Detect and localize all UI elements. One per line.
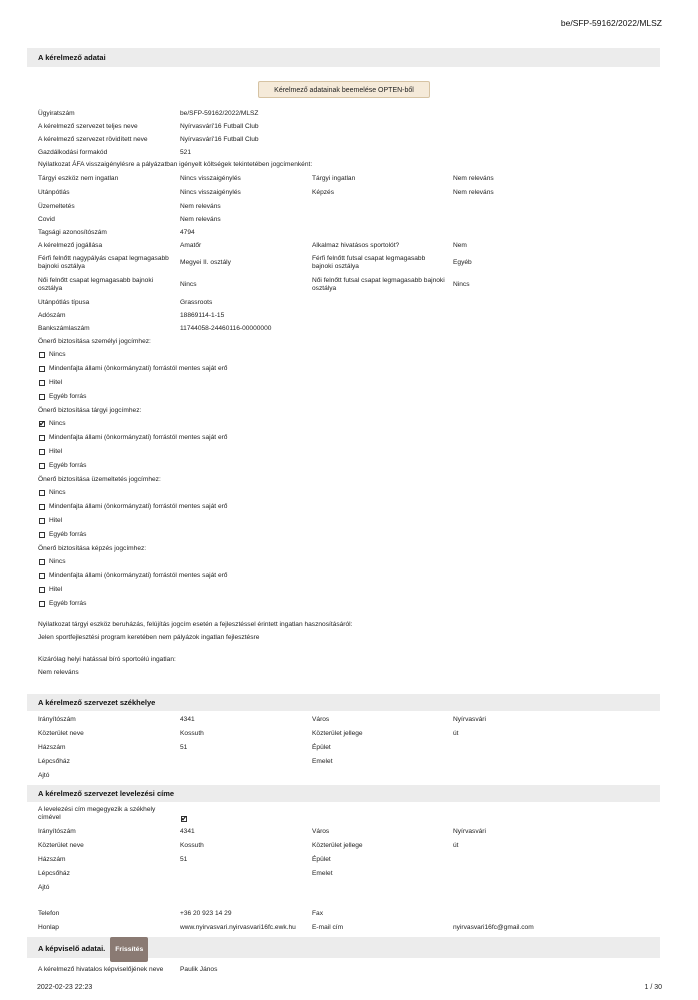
funding-checkbox[interactable] bbox=[39, 380, 45, 386]
seat-stair-label: Lépcsőház bbox=[38, 758, 70, 765]
email-label: E-mail cím bbox=[312, 924, 344, 931]
value-form-code: 521 bbox=[180, 149, 192, 156]
mailing-zip-label: Irányítószám bbox=[38, 828, 76, 835]
vat-label: Tárgyi ingatlan bbox=[312, 175, 356, 182]
vat-value: Nincs visszaigénylés bbox=[180, 175, 241, 182]
funding-option-label: Hitel bbox=[49, 586, 63, 593]
seat-door-label: Ajtó bbox=[38, 772, 50, 779]
funding-option-label: Hitel bbox=[49, 448, 63, 455]
label-member-id: Tagsági azonosítószám bbox=[38, 229, 107, 236]
funding-option-label: Egyéb forrás bbox=[49, 600, 87, 607]
value-short-name: Nyírvasvári'16 Futball Club bbox=[180, 136, 259, 143]
seat-zip-label: Irányítószám bbox=[38, 716, 76, 723]
fax-label: Fax bbox=[312, 910, 323, 917]
funding-option-label: Mindenfajta állami (önkormányzati) forrástól mentes saját erő bbox=[49, 503, 228, 510]
seat-street-value: Kossuth bbox=[180, 730, 204, 737]
seat-zip-value: 4341 bbox=[180, 716, 195, 723]
local-property-answer: Nem releváns bbox=[38, 669, 79, 676]
vat-label: Tárgyi eszköz nem ingatlan bbox=[38, 175, 119, 182]
funding-option-label: Egyéb forrás bbox=[49, 462, 87, 469]
funding-checkbox[interactable] bbox=[39, 518, 45, 524]
label-short-name: A kérelmező szervezet rövidített neve bbox=[38, 136, 148, 143]
value-men-league: Megyei II. osztály bbox=[180, 259, 231, 266]
phone-label: Telefon bbox=[38, 910, 60, 917]
seat-city-label: Város bbox=[312, 716, 330, 723]
representative-name-label: A kérelmező hivatalos képviselőjének neve bbox=[38, 966, 164, 973]
value-youth-type: Grassroots bbox=[180, 299, 213, 306]
funding-option-label: Nincs bbox=[49, 489, 66, 496]
representative-name-value: Paulik János bbox=[180, 966, 218, 973]
funding-option-label: Hitel bbox=[49, 379, 63, 386]
mailing-street-type-value: út bbox=[453, 842, 459, 849]
value-bank-account: 11744058-24460116-00000000 bbox=[180, 325, 272, 332]
label-youth-type: Utánpótlás típusa bbox=[38, 299, 90, 306]
mailing-house-value: 51 bbox=[180, 856, 188, 863]
funding-option-label: Nincs bbox=[49, 351, 66, 358]
value-full-name: Nyírvasvári'16 Futball Club bbox=[180, 123, 259, 130]
vat-label: Képzés bbox=[312, 189, 334, 196]
label-men-league: Férfi felnőtt nagypályás csapat legmagasabb bajnoki osztálya bbox=[38, 255, 169, 270]
funding-option-label: Nincs bbox=[49, 420, 66, 427]
label-pro-athletes: Alkalmaz hivatásos sportolót? bbox=[312, 242, 400, 249]
website-value: www.nyirvasvari.nyirvasvari16fc.ewk.hu bbox=[180, 924, 296, 931]
seat-street-type-value: út bbox=[453, 730, 459, 737]
label-full-name: A kérelmező szervezet teljes neve bbox=[38, 123, 138, 130]
vat-value: Nem releváns bbox=[453, 189, 494, 196]
funding-option-label: Hitel bbox=[49, 517, 63, 524]
label-case-number: Ügyiratszám bbox=[38, 110, 75, 117]
funding-checkbox[interactable] bbox=[39, 490, 45, 496]
label-tax-number: Adószám bbox=[38, 312, 66, 319]
document-id: be/SFP-59162/2022/MLSZ bbox=[560, 18, 662, 28]
seat-street-label: Közterület neve bbox=[38, 730, 84, 737]
mailing-building-label: Épület bbox=[312, 856, 331, 863]
funding-option-label: Mindenfajta állami (önkormányzati) forrástól mentes saját erő bbox=[49, 572, 228, 579]
value-status: Amatőr bbox=[180, 242, 202, 249]
funding-checkbox[interactable] bbox=[39, 601, 45, 607]
mailing-stair-label: Lépcsőház bbox=[38, 870, 70, 877]
seat-street-type-label: Közterület jellege bbox=[312, 730, 363, 737]
value-member-id: 4794 bbox=[180, 229, 195, 236]
vat-value: Nem releváns bbox=[180, 216, 221, 223]
label-form-code: Gazdálkodási formakód bbox=[38, 149, 108, 156]
funding-option-label: Egyéb forrás bbox=[49, 531, 87, 538]
funding-checkbox[interactable] bbox=[39, 573, 45, 579]
vat-label: Üzemeltetés bbox=[38, 203, 75, 210]
mailing-house-label: Házszám bbox=[38, 856, 66, 863]
local-property-question: Kizárólag helyi hatással bíró sportcélú ingatlan: bbox=[38, 656, 176, 663]
value-women-futsal-league: Nincs bbox=[453, 281, 470, 288]
value-tax-number: 18869114-1-15 bbox=[180, 312, 225, 319]
funding-checkbox[interactable] bbox=[39, 366, 45, 372]
label-women-futsal-league: Női felnőtt futsal csapat legmagasabb bajnoki osztálya bbox=[312, 277, 445, 292]
funding-checkbox[interactable] bbox=[39, 449, 45, 455]
refresh-button[interactable]: Frissítés bbox=[110, 937, 148, 962]
funding-option-label: Nincs bbox=[49, 558, 66, 565]
vat-value: Nem releváns bbox=[453, 175, 494, 182]
funding-checkbox[interactable] bbox=[39, 587, 45, 593]
mailing-door-label: Ajtó bbox=[38, 884, 50, 891]
value-futsal-league: Egyéb bbox=[453, 259, 472, 266]
funding-option-label: Mindenfajta állami (önkormányzati) forrástól mentes saját erő bbox=[49, 434, 228, 441]
mailing-street-type-label: Közterület jellege bbox=[312, 842, 363, 849]
mailing-section-header: A kérelmező szervezet levelezési címe bbox=[27, 785, 660, 802]
value-women-league: Nincs bbox=[180, 281, 197, 288]
seat-building-label: Épület bbox=[312, 744, 331, 751]
mailing-same-checkbox[interactable] bbox=[181, 816, 187, 822]
seat-house-label: Házszám bbox=[38, 744, 66, 751]
seat-floor-label: Emelet bbox=[312, 758, 333, 765]
footer-page-number: 1 / 30 bbox=[644, 984, 662, 991]
seat-section-header: A kérelmező szervezet székhelye bbox=[27, 694, 660, 711]
mailing-city-label: Város bbox=[312, 828, 330, 835]
funding-operation-title: Önerő biztosítása üzemeltetés jogcímhez: bbox=[38, 476, 161, 483]
mailing-city-value: Nyírvasvári bbox=[453, 828, 486, 835]
property-statement-answer: Jelen sportfejlesztési program keretében nem pályázok ingatlan fejlesztésre bbox=[38, 634, 260, 641]
value-case-number: be/SFP-59162/2022/MLSZ bbox=[180, 110, 259, 117]
vat-label: Utánpótlás bbox=[38, 189, 70, 196]
funding-training-title: Önerő biztosítása képzés jogcímhez: bbox=[38, 545, 147, 552]
vat-label: Covid bbox=[38, 216, 55, 223]
label-status: A kérelmező jogállása bbox=[38, 242, 103, 249]
vat-value: Nincs visszaigénylés bbox=[180, 189, 241, 196]
applicant-section-header: A kérelmező adatai bbox=[27, 48, 660, 67]
mailing-street-value: Kossuth bbox=[180, 842, 204, 849]
label-futsal-league: Férfi felnőtt futsal csapat legmagasabb bajnoki osztálya bbox=[312, 255, 426, 270]
funding-option-label: Egyéb forrás bbox=[49, 393, 87, 400]
website-label: Honlap bbox=[38, 924, 59, 931]
funding-checkbox[interactable] bbox=[39, 394, 45, 400]
footer-date: 2022-02-23 22:23 bbox=[37, 984, 93, 991]
funding-checkbox[interactable] bbox=[39, 421, 45, 427]
phone-value: +36 20 923 14 29 bbox=[180, 910, 232, 917]
seat-city-value: Nyírvasvári bbox=[453, 716, 486, 723]
representative-title: A képviselő adatai. bbox=[38, 944, 106, 953]
label-women-league: Női felnőtt csapat legmagasabb bajnoki osztálya bbox=[38, 277, 154, 292]
funding-asset-title: Önerő biztosítása tárgyi jogcímhez: bbox=[38, 407, 142, 414]
value-pro-athletes: Nem bbox=[453, 242, 467, 249]
opten-import-button[interactable]: Kérelmező adatainak beemelése OPTEN-ből bbox=[258, 81, 430, 98]
funding-checkbox[interactable] bbox=[39, 504, 45, 510]
mailing-floor-label: Emelet bbox=[312, 870, 333, 877]
mailing-same-label: A levelezési cím megegyezik a székhely címével bbox=[38, 806, 156, 821]
email-value: nyirvasvari16fc@gmail.com bbox=[453, 924, 534, 931]
funding-checkbox[interactable] bbox=[39, 435, 45, 441]
representative-section-header bbox=[27, 937, 660, 958]
funding-checkbox[interactable] bbox=[39, 532, 45, 538]
mailing-street-label: Közterület neve bbox=[38, 842, 84, 849]
funding-checkbox[interactable] bbox=[39, 352, 45, 358]
vat-statement: Nyilatkozat ÁFA visszaigénylésre a pályázatban igényelt költségek tekintetében jogcímenként: bbox=[38, 161, 313, 168]
label-bank-account: Bankszámlaszám bbox=[38, 325, 90, 332]
mailing-zip-value: 4341 bbox=[180, 828, 195, 835]
vat-value: Nem releváns bbox=[180, 203, 221, 210]
funding-checkbox[interactable] bbox=[39, 463, 45, 469]
funding-personal-title: Önerő biztosítása személyi jogcímhez: bbox=[38, 338, 151, 345]
funding-checkbox[interactable] bbox=[39, 559, 45, 565]
property-statement-question: Nyilatkozat tárgyi eszköz beruházás, felújítás jogcím esetén a fejlesztéssel érintett ingatlan hasznosításáról: bbox=[38, 621, 353, 628]
seat-house-value: 51 bbox=[180, 744, 188, 751]
funding-option-label: Mindenfajta állami (önkormányzati) forrástól mentes saját erő bbox=[49, 365, 228, 372]
